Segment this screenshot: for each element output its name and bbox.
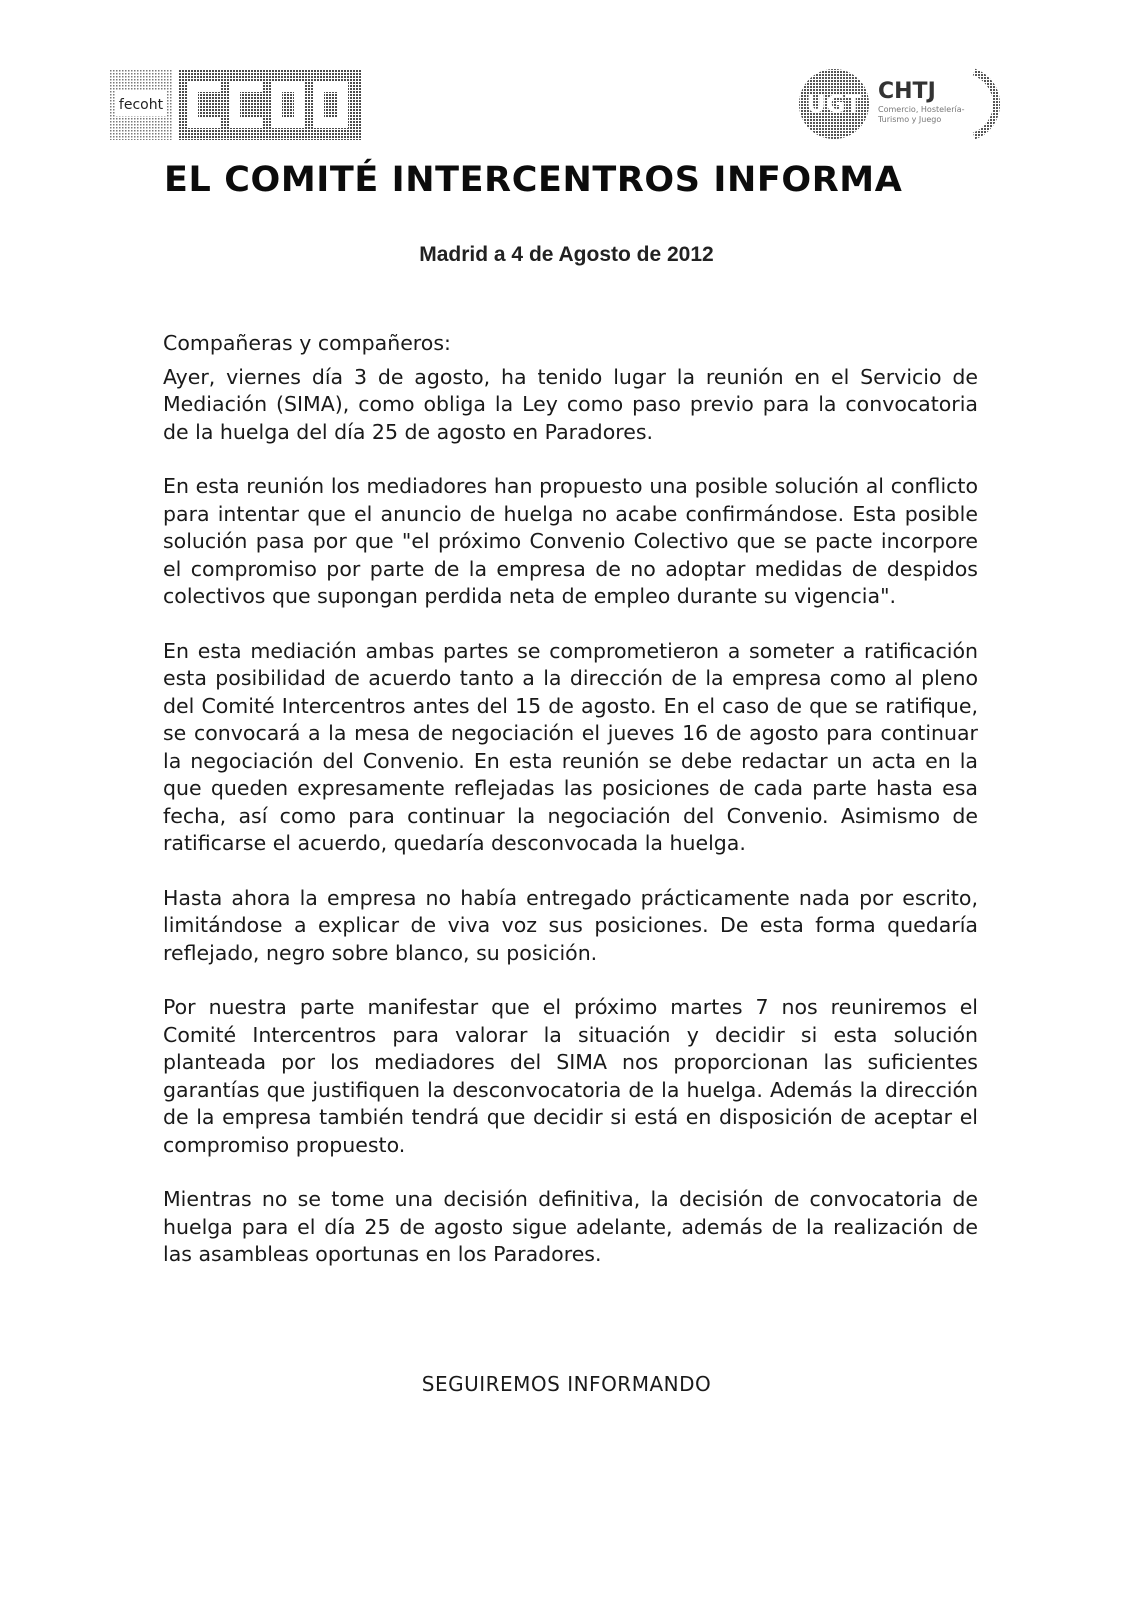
chtj-logo-text: CHTJ <box>878 79 936 104</box>
document-title: EL COMITÉ INTERCENTROS INFORMA <box>164 160 903 200</box>
fecoht-ccoo-logo <box>110 70 362 140</box>
date-line: Madrid a 4 de Agosto de 2012 <box>419 243 714 266</box>
ugt-logo-text: UGT <box>806 90 862 118</box>
paragraph: En esta reunión los mediadores han propuesto una posible solución al conflicto para intentar que el anuncio de huelga no acabe confirmándose. Esta posible solución pasa por que "el próximo Convenio Colectivo que se pacte incorpore el compromiso por parte de la empresa de no adoptar medidas de despidos colectivos que supongan perdida neta de empleo durante su vigencia". <box>163 474 978 608</box>
greeting: Compañeras y compañeros: <box>163 331 451 355</box>
paragraph: Ayer, viernes día 3 de agosto, ha tenido lugar la reunión en el Servicio de Mediación (SIMA), como obliga la Ley como paso previo para la convocatoria de la huelga del día 25 de agosto en Paradores. <box>163 364 978 444</box>
chtj-subtext-2: Turismo y Juego <box>878 115 942 124</box>
fecoht-logo-text: fecoht <box>118 97 164 113</box>
paragraph: Por nuestra parte manifestar que el próximo martes 7 nos reuniremos el Comité Intercentros para valorar la situación y decidir si esta solución planteada por los mediadores del SIMA nos proporcionan las suficientes garantías que justifiquen la desconvocatoria de la huelga. Además la dirección de la empresa también tendrá que decidir si está en disposición de aceptar el compromiso propuesto. <box>163 995 978 1157</box>
closing-line: SEGUIREMOS INFORMANDO <box>421 1372 712 1396</box>
paragraph: En esta mediación ambas partes se comprometieron a someter a ratificación esta posibilidad de acuerdo tanto a la dirección de la empresa como al pleno del Comité Intercentros antes del 15 de agosto. En el caso de que se ratifique, se convocará a la mesa de negociación el jueves 16 de agosto para continuar la negociación del Convenio. En esta reunión se debe redactar un acta en la que queden expresamente reflejadas las posiciones de cada parte hasta esa fecha, así como para continuar la negociación del Convenio. Asimismo de ratificarse el acuerdo, quedaría desconvocada la huelga. <box>163 638 978 855</box>
paragraph: Mientras no se tome una decisión definitiva, la decisión de convocatoria de huelga para el día 25 de agosto sigue adelante, además de la realización de las asambleas oportunas en los Paradores. <box>163 1187 978 1266</box>
chtj-subtext-1: Comercio, Hostelería- <box>878 105 965 114</box>
paragraph: Hasta ahora la empresa no había entregado prácticamente nada por escrito, limitándose a explicar de viva voz sus posiciones. De esta forma quedaría reflejado, negro sobre blanco, su posición. <box>163 885 978 965</box>
ugt-chtj-logo <box>798 62 1012 144</box>
letter-body <box>163 330 978 1296</box>
